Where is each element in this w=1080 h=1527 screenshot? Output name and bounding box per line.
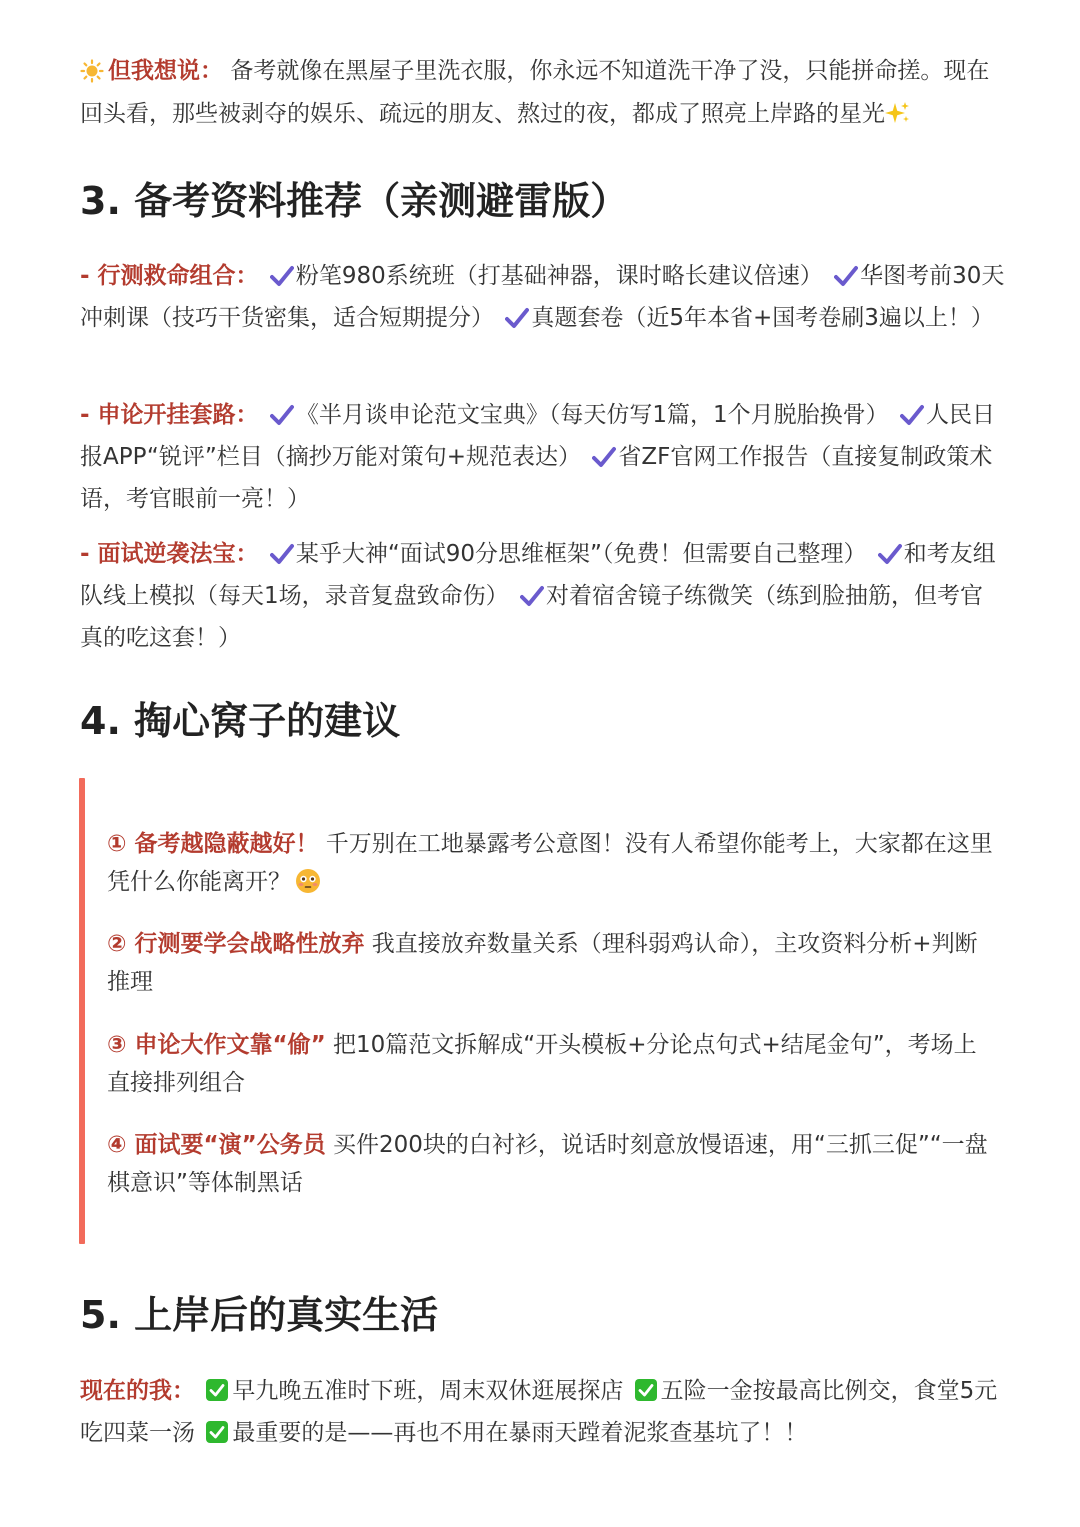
xingce-item: 粉笔980系统班（打基础神器，课时略长建议倍速） — [295, 263, 823, 289]
checkbox-icon — [205, 1376, 229, 1414]
mianshi-item: 和考友组队线上模拟（每天1场，录音复盘致命伤） — [80, 541, 996, 609]
section-4-heading: 4. 掏心窝子的建议 — [80, 699, 401, 743]
mianshi-item: 某乎大神“面试90分思维框架”（免费！但需要自己整理） — [295, 541, 867, 567]
xingce-item: 真题套卷（近5年本省+国考卷刷3遍以上！） — [531, 305, 994, 331]
check-mark-icon — [270, 261, 294, 299]
intro-paragraph — [80, 52, 1005, 137]
check-mark-icon — [270, 400, 294, 438]
xingce-item: 华图考前30天冲刺课（技巧干货密集，适合短期提分） — [80, 263, 1005, 331]
xingce-paragraph — [80, 257, 1005, 341]
life-item: 五险一金按最高比例交，食堂5元吃四菜一汤 — [80, 1378, 998, 1446]
check-mark-icon — [505, 303, 529, 341]
checkbox-icon — [205, 1418, 229, 1456]
shenlun-item: 《半月谈申论范文宝典》（每天仿写1篇，1个月脱胎换骨） — [295, 402, 889, 428]
tip-paragraph — [107, 825, 997, 906]
tip-label: ④ 面试要“演”公务员 — [107, 1132, 326, 1158]
check-mark-icon — [270, 539, 294, 577]
tip-text: 千万别在工地暴露考公意图！没有人希望你能考上，大家都在这里凭什么你能离开？ — [107, 831, 993, 895]
life-item: 最重要的是——再也不用在暴雨天蹚着泥浆查基坑了！！ — [232, 1420, 808, 1446]
tip-paragraph — [107, 1026, 997, 1102]
tip-text: 买件200块的白衬衫，说话时刻意放慢语速，用“三抓三促”“一盘棋意识”等体制黑话 — [107, 1132, 988, 1196]
check-mark-icon — [520, 581, 544, 619]
tip-paragraph — [107, 1126, 997, 1202]
tip-text: 我直接放弃数量关系（理科弱鸡认命），主攻资料分析+判断推理 — [107, 931, 978, 995]
mianshi-item: 对着宿舍镜子练微笑（练到脸抽筋，但考官真的吃这套！） — [80, 583, 983, 651]
check-mark-icon — [834, 261, 858, 299]
sun-icon — [80, 57, 104, 95]
check-mark-icon — [900, 400, 924, 438]
tip-label: ② 行测要学会战略性放弃 — [107, 931, 365, 957]
life-paragraph — [80, 1372, 1005, 1456]
section-5-heading: 5. 上岸后的真实生活 — [80, 1293, 439, 1337]
check-mark-icon — [592, 442, 616, 480]
intro-text: 备考就像在黑屋子里洗衣服，你永远不知道洗干净了没，只能拼命搓。现在回头看，那些被剥夺的娱乐、疏远的朋友、熬过的夜，都成了照亮上岸路的星光 — [80, 58, 990, 127]
shenlun-paragraph — [80, 396, 1005, 518]
blockquote-bar — [79, 778, 85, 1244]
tip-paragraph — [107, 925, 997, 1001]
check-mark-icon — [878, 539, 902, 577]
flushed-face-icon — [295, 868, 321, 906]
shenlun-label: - 申论开挂套路： — [80, 402, 259, 428]
checkbox-icon — [634, 1376, 658, 1414]
mianshi-paragraph — [80, 535, 1005, 657]
tip-label: ③ 申论大作文靠“偷” — [107, 1032, 326, 1058]
tip-label: ① 备考越隐蔽越好！ — [107, 831, 319, 857]
section-3-heading: 3. 备考资料推荐（亲测避雷版） — [80, 179, 629, 223]
shenlun-item: 人民日报APP“锐评”栏目（摘抄万能对策句+规范表达） — [80, 402, 995, 470]
life-item: 早九晚五准时下班，周末双休逛展探店 — [232, 1378, 624, 1404]
shenlun-item: 省ZF官网工作报告（直接复制政策术语，考官眼前一亮！） — [80, 444, 993, 512]
intro-label: 但我想说： — [108, 58, 223, 84]
tip-text: 把10篇范文拆解成“开头模板+分论点句式+结尾金句”，考场上直接排列组合 — [107, 1032, 977, 1096]
mianshi-label: - 面试逆袭法宝： — [80, 541, 259, 567]
xingce-label: - 行测救命组合： — [80, 263, 259, 289]
sparkles-icon — [885, 99, 911, 137]
life-label: 现在的我： — [80, 1378, 195, 1404]
